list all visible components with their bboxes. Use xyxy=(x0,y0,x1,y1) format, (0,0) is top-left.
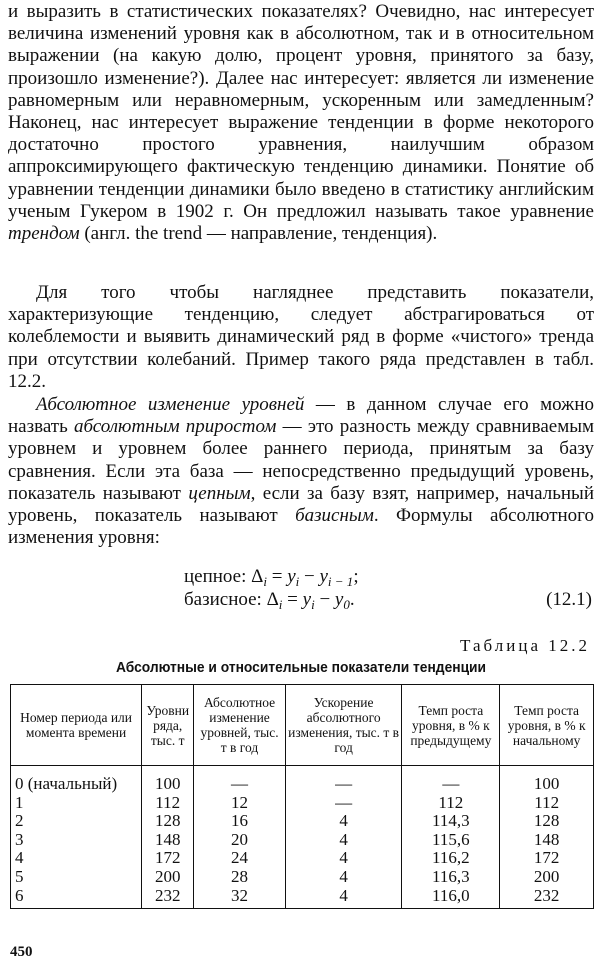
term-absolute-increment: абсолютным приростом xyxy=(73,416,277,438)
table-cell: 1 xyxy=(11,794,142,813)
formula-number: (12.1) xyxy=(546,589,592,610)
table-cell: 128 xyxy=(142,812,194,831)
formula-label: базисное: xyxy=(184,589,262,610)
paragraph-text: Для того чтобы нагляднее представить показатели, характеризующие тенденцию, следует абстрагироваться от колеблемости и выявить динамический ряд в форме «чистого» тренда при отсутствии колебаний. Пример такого ряда представлен в табл. 12.2. xyxy=(8,282,594,392)
term-chain: цепным xyxy=(188,482,251,504)
table-cell: 112 xyxy=(500,794,594,813)
table-cell: 100 xyxy=(142,766,194,794)
column-header: Абсолютное изменение уровней, тыс. т в год xyxy=(194,685,286,766)
table-cell: 4 xyxy=(285,849,402,868)
column-header: Номер периода или момента времени xyxy=(11,685,142,766)
table-cell: — xyxy=(285,794,402,813)
paragraph-text: — в данном случае его можно назвать xyxy=(8,394,594,438)
table-cell: 116,3 xyxy=(402,868,500,887)
table-cell: 112 xyxy=(402,794,500,813)
table-cell: 116,2 xyxy=(402,849,500,868)
table-row xyxy=(11,887,594,909)
paragraph-text: . Формулы абсолютного изменения уровня: xyxy=(8,505,594,549)
table-cell: — xyxy=(194,766,286,794)
table-title: Абсолютные и относительные показатели тенденции xyxy=(115,659,487,676)
table-cell: 12 xyxy=(194,794,286,813)
table-cell: 128 xyxy=(500,812,594,831)
term-base: базисным xyxy=(295,505,374,527)
table-cell: 232 xyxy=(500,887,594,909)
table-cell: 114,3 xyxy=(402,812,500,831)
table-cell: 116,0 xyxy=(402,887,500,909)
table-cell: 4 xyxy=(285,812,402,831)
table-row xyxy=(11,812,594,831)
table-cell: 232 xyxy=(142,887,194,909)
table-cell: 28 xyxy=(194,868,286,887)
table-body xyxy=(11,766,594,909)
table-cell: — xyxy=(285,766,402,794)
paragraph-absolute-change xyxy=(8,394,594,549)
table-header-row xyxy=(11,685,594,766)
table-row xyxy=(11,831,594,850)
formula-expression: $\Delta_i = y_i - y_0$. xyxy=(266,589,355,612)
table-cell: 100 xyxy=(500,766,594,794)
formula-expression: $\Delta_i = y_i - y_{i - 1}$; xyxy=(251,566,359,589)
column-header: Ускорение абсолютного изменения, тыс. т в год xyxy=(285,685,402,766)
table-row xyxy=(11,794,594,813)
table-cell: 0 (начальный) xyxy=(11,766,142,794)
table-cell: 4 xyxy=(11,849,142,868)
paragraph-pure-trend xyxy=(8,282,594,393)
table-cell: 24 xyxy=(194,849,286,868)
column-header: Темп роста уровня, в % к начальному xyxy=(500,685,594,766)
table-label: Таблица 12.2 xyxy=(460,636,590,655)
column-header: Темп роста уровня, в % к предыдущему xyxy=(402,685,500,766)
table-row xyxy=(11,766,594,794)
trend-indicators-table xyxy=(10,684,594,909)
table-cell: 172 xyxy=(500,849,594,868)
formula-label: цепное: xyxy=(184,566,247,587)
table-cell: 4 xyxy=(285,868,402,887)
table-cell: 200 xyxy=(142,868,194,887)
table-cell: 148 xyxy=(500,831,594,850)
table-cell: 4 xyxy=(285,887,402,909)
table-row xyxy=(11,868,594,887)
paragraph-text: и выразить в статистических показателях? Очевидно, нас интересует величина изменений уровня как в абсолютном, так и в относительном выражении (на какую долю, процент уровня, принятого за базу, произошло изменение?). Далее нас интересует: является ли изменение равномерным или неравномерным, ускоренным или замедленным? Наконец, нас интересует выражение тенденции в форме некоторого достаточно простого уравнения, наилучшим образом аппроксимирующего фактическую тенденцию динамики. Понятие об уравнении тенденции динамики было введено в статистику английским ученым Гукером в 1902 г. Он предложил называть такое уравнение xyxy=(8,1,594,222)
term-trend: трендом xyxy=(8,223,80,245)
paragraph-text: — это разность между сравниваемым уровнем и уровнем более раннего периода, принятым за базу сравнения. Если эта база — непосредственно предыдущий уровень, показатель называют xyxy=(8,416,595,504)
table-cell: 32 xyxy=(194,887,286,909)
page-number: 450 xyxy=(10,944,33,960)
table-cell: 200 xyxy=(500,868,594,887)
column-header: Уровни ряда, тыс. т xyxy=(142,685,194,766)
table-cell: 4 xyxy=(285,831,402,850)
table-cell: 115,6 xyxy=(402,831,500,850)
table-cell: 16 xyxy=(194,812,286,831)
table-cell: 112 xyxy=(142,794,194,813)
table-cell: 172 xyxy=(142,849,194,868)
table-cell: 2 xyxy=(11,812,142,831)
paragraph-trend-intro xyxy=(8,1,594,245)
table-cell: — xyxy=(402,766,500,794)
paragraph-text: , если за базу взят, например, начальный уровень, показатель называют xyxy=(8,482,594,527)
paragraph-text: (англ. the trend — направление, тенденция). xyxy=(79,223,438,245)
table-cell: 3 xyxy=(11,831,142,850)
table-row xyxy=(11,849,594,868)
table-cell: 6 xyxy=(11,887,142,909)
term-absolute-change: Абсолютное изменение уровней xyxy=(36,394,305,415)
table-cell: 20 xyxy=(194,831,286,850)
table-cell: 148 xyxy=(142,831,194,850)
table-cell: 5 xyxy=(11,868,142,887)
